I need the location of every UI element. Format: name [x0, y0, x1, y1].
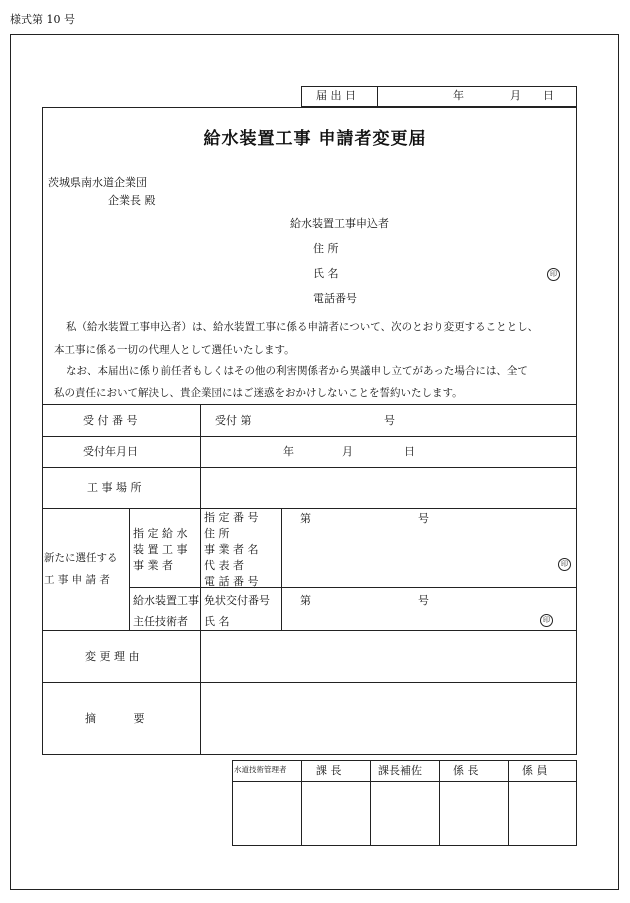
reception-date-month: 月 [342, 445, 353, 458]
contractor-number-prefix: 第 [300, 512, 311, 525]
approval-header-deputy-chief: 課長補佐 [378, 764, 422, 777]
site-label: 工 事 場 所 [87, 481, 142, 494]
submission-date-label: 届 出 日 [316, 89, 356, 102]
change-reason-label: 変 更 理 由 [85, 650, 140, 663]
reception-date-day: 日 [404, 445, 415, 458]
approval-header-section-chief: 課 長 [316, 764, 342, 777]
approval-header-water-manager: 水道技術管理者 [234, 765, 287, 774]
reception-number-suffix: 号 [384, 414, 395, 427]
reception-date-label: 受付年月日 [83, 445, 138, 458]
chief-engineer-label: 給水装置工事 主任技術者 [133, 594, 199, 628]
applicant-phone-label: 電話番号 [313, 292, 357, 305]
new-applicant-label-2: 工 事 申 請 者 [44, 574, 110, 586]
chief-number-prefix: 第 [300, 594, 311, 607]
addressee-title: 企業長 殿 [108, 194, 156, 207]
remarks-label: 摘 要 [85, 712, 145, 725]
date-day-unit: 日 [543, 89, 554, 102]
form-number: 様式第 10 号 [10, 13, 75, 26]
body-line-4: 私の責任において解決し、貴企業団にはご迷惑をおかけしないことを誓約いたします。 [54, 387, 463, 399]
approval-header-unit-chief: 係 長 [453, 764, 479, 777]
body-line-1: 私（給水装置工事申込者）は、給水装置工事に係る申請者について、次のとおり変更することとし、 [66, 321, 539, 333]
reception-number-label: 受 付 番 号 [83, 414, 138, 427]
form-title: 給水装置工事 申請者変更届 [203, 129, 427, 149]
new-applicant-label-1: 新たに選任する [44, 552, 118, 564]
date-year-unit: 年 [453, 89, 464, 102]
contractor-seal: 印 [558, 558, 571, 571]
contractor-number-suffix: 号 [418, 512, 429, 525]
applicant-heading: 給水装置工事申込者 [290, 217, 389, 230]
chief-number-suffix: 号 [418, 594, 429, 607]
body-line-3: なお、本届出に係り前任者もしくはその他の利害関係者から異議申し立てがあった場合には、全て [66, 365, 528, 377]
applicant-name-label: 氏 名 [313, 267, 339, 280]
reception-date-year: 年 [283, 445, 294, 458]
reception-number-prefix: 受付 第 [215, 414, 252, 427]
contractor-fields: 指 定 番 号 住 所 事 業 者 名 代 表 者 電 話 番 号 [204, 511, 259, 588]
approval-header-staff: 係 員 [522, 764, 548, 777]
applicant-address-label: 住 所 [313, 242, 339, 255]
chief-engineer-fields: 免状交付番号 氏 名 [204, 594, 270, 628]
body-line-2: 本工事に係る一切の代理人として選任いたします。 [54, 344, 295, 356]
addressee-org: 茨城県南水道企業団 [48, 176, 147, 189]
chief-engineer-seal: 印 [540, 614, 553, 627]
contractor-label: 指 定 給 水 装 置 工 事 事 業 者 [133, 527, 188, 572]
date-month-unit: 月 [510, 89, 521, 102]
applicant-seal: 印 [547, 268, 560, 281]
